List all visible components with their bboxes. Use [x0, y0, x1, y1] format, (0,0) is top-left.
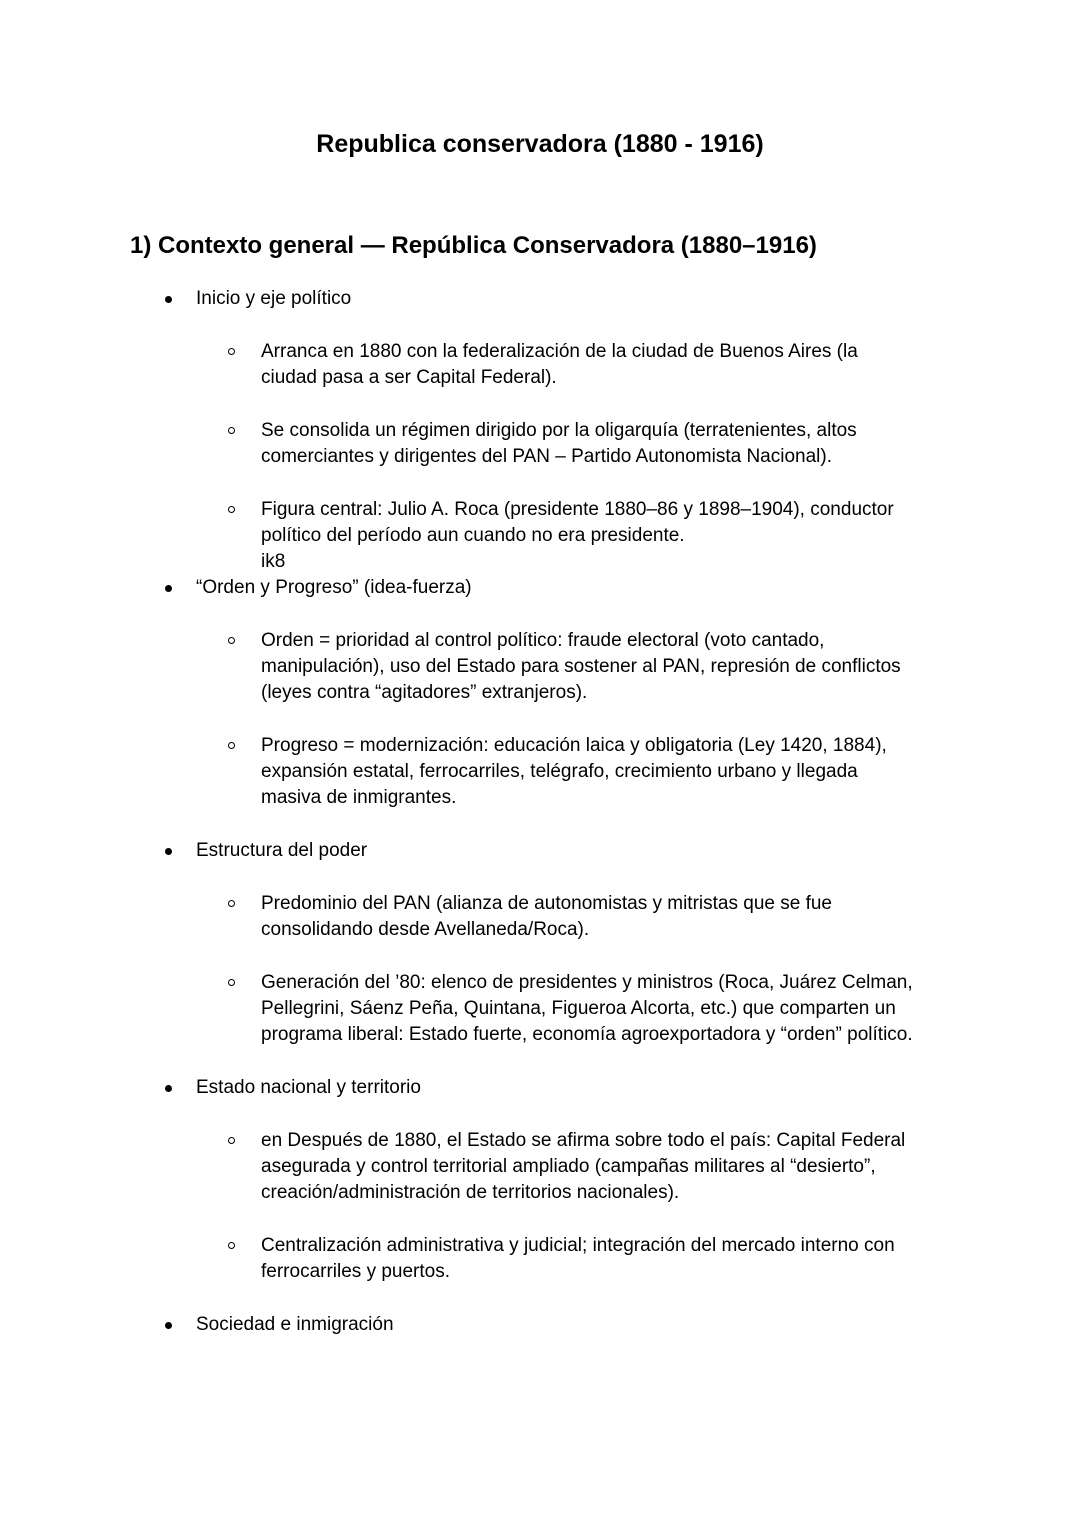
document-body: [0, 286, 1080, 1338]
sub-bullet-item: [0, 339, 1080, 391]
sub-bullet-line: Centralización administrativa y judicial; integración del mercado interno con: [261, 1235, 895, 1256]
hollow-bullet-icon: [228, 1242, 235, 1249]
hollow-bullet-icon: [228, 637, 235, 644]
spacer: [0, 601, 1080, 628]
bullet-item: [0, 838, 1080, 864]
spacer: [0, 943, 1080, 970]
sub-bullet-line: Se consolida un régimen dirigido por la oligarquía (terratenientes, altos: [261, 420, 857, 441]
spacer: [0, 864, 1080, 891]
sub-bullet-line: en Después de 1880, el Estado se afirma sobre todo el país: Capital Federal: [261, 1130, 906, 1151]
sub-bullet-line: ciudad pasa a ser Capital Federal).: [261, 367, 557, 388]
bullet-item: [0, 1075, 1080, 1101]
sub-bullet-item: [0, 970, 1080, 1048]
sub-bullet-line: político del período aun cuando no era presidente.: [261, 525, 685, 546]
bullet-label: Estructura del poder: [196, 840, 368, 861]
hollow-bullet-icon: [228, 742, 235, 749]
sub-bullet-line: ferrocarriles y puertos.: [261, 1261, 451, 1282]
sub-bullet-line: manipulación), uso del Estado para sostener al PAN, represión de conflictos: [261, 656, 901, 677]
hollow-bullet-icon: [228, 1137, 235, 1144]
bullet-item: [0, 575, 1080, 601]
bullet-dot-icon: [165, 296, 172, 303]
sub-bullet-line: ik8: [261, 551, 286, 572]
bullet-label: Estado nacional y territorio: [196, 1077, 421, 1098]
spacer: [0, 312, 1080, 339]
sub-bullet-item: [0, 1128, 1080, 1206]
bullet-dot-icon: [165, 585, 172, 592]
sub-bullet-item: [0, 497, 1080, 575]
sub-bullet-line: programa liberal: Estado fuerte, economía agroexportadora y “orden” político.: [261, 1024, 913, 1045]
sub-bullet-line: comerciantes y dirigentes del PAN – Partido Autonomista Nacional).: [261, 446, 832, 467]
sub-bullet-item: [0, 628, 1080, 706]
spacer: [0, 1101, 1080, 1128]
spacer: [0, 1285, 1080, 1312]
document-title: Republica conservadora (1880 - 1916): [316, 130, 764, 158]
sub-bullet-line: Orden = prioridad al control político: fraude electoral (voto cantado,: [261, 630, 825, 651]
hollow-bullet-icon: [228, 506, 235, 513]
sub-bullet-line: asegurada y control territorial ampliado (campañas militares al “desierto”,: [261, 1156, 876, 1177]
sub-bullet-line: Pellegrini, Sáenz Peña, Quintana, Figueroa Alcorta, etc.) que comparten un: [261, 998, 896, 1019]
bullet-dot-icon: [165, 1085, 172, 1092]
bullet-item: [0, 1312, 1080, 1338]
sub-bullet-item: [0, 733, 1080, 811]
bullet-item: [0, 286, 1080, 312]
hollow-bullet-icon: [228, 348, 235, 355]
sub-bullet-item: [0, 418, 1080, 470]
section-heading: 1) Contexto general — República Conservadora (1880–1916): [130, 232, 817, 259]
spacer: [0, 1048, 1080, 1075]
bullet-dot-icon: [165, 848, 172, 855]
sub-bullet-line: expansión estatal, ferrocarriles, telégrafo, crecimiento urbano y llegada: [261, 761, 858, 782]
spacer: [0, 470, 1080, 497]
spacer: [0, 391, 1080, 418]
sub-bullet-item: [0, 1233, 1080, 1285]
bullet-dot-icon: [165, 1322, 172, 1329]
spacer: [0, 706, 1080, 733]
bullet-label: Inicio y eje político: [196, 288, 352, 309]
bullet-label: “Orden y Progreso” (idea-fuerza): [196, 577, 472, 598]
hollow-bullet-icon: [228, 427, 235, 434]
sub-bullet-line: Predominio del PAN (alianza de autonomistas y mitristas que se fue: [261, 893, 832, 914]
sub-bullet-line: Generación del ’80: elenco de presidentes y ministros (Roca, Juárez Celman,: [261, 972, 913, 993]
sub-bullet-line: consolidando desde Avellaneda/Roca).: [261, 919, 590, 940]
sub-bullet-line: Figura central: Julio A. Roca (presidente 1880–86 y 1898–1904), conductor: [261, 499, 894, 520]
hollow-bullet-icon: [228, 979, 235, 986]
sub-bullet-item: [0, 891, 1080, 943]
hollow-bullet-icon: [228, 900, 235, 907]
sub-bullet-line: creación/administración de territorios nacionales).: [261, 1182, 680, 1203]
bullet-label: Sociedad e inmigración: [196, 1314, 394, 1335]
spacer: [0, 811, 1080, 838]
sub-bullet-line: Progreso = modernización: educación laica y obligatoria (Ley 1420, 1884),: [261, 735, 887, 756]
sub-bullet-line: masiva de inmigrantes.: [261, 787, 457, 808]
sub-bullet-line: (leyes contra “agitadores” extranjeros).: [261, 682, 588, 703]
sub-bullet-line: Arranca en 1880 con la federalización de la ciudad de Buenos Aires (la: [261, 341, 858, 362]
spacer: [0, 1206, 1080, 1233]
